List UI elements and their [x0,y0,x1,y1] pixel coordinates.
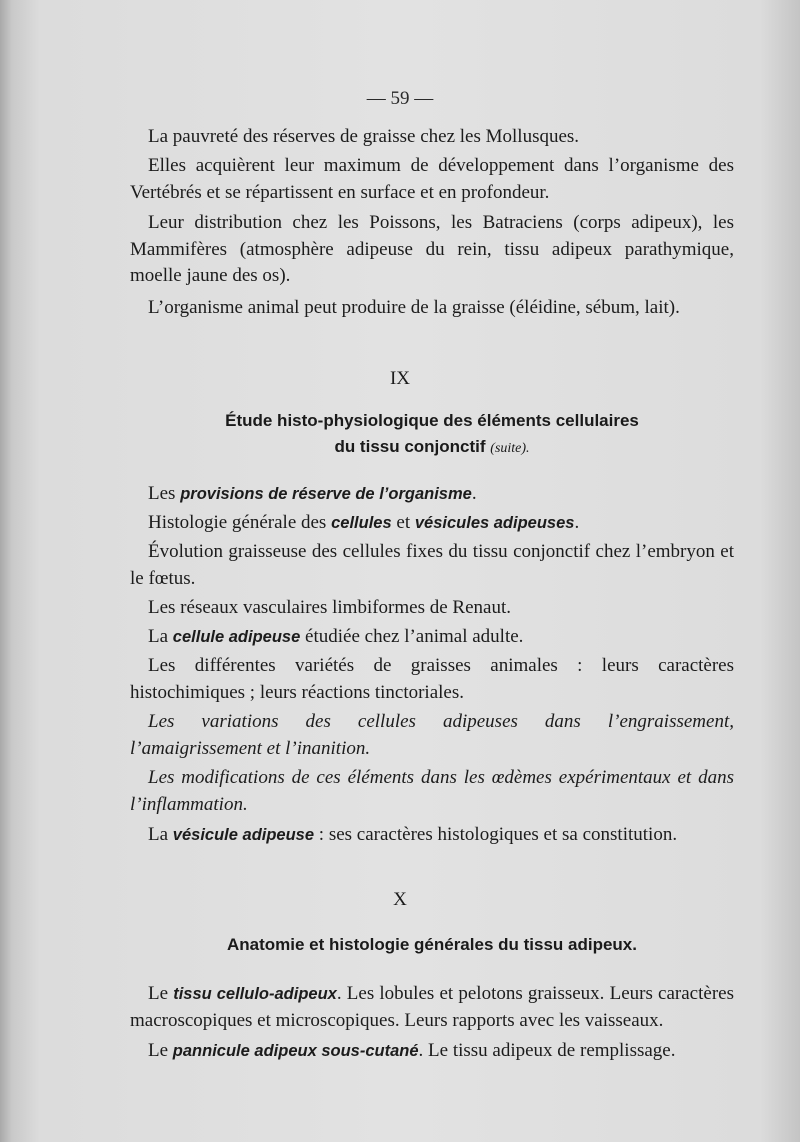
item-modifications: Les modifications de ces éléments dans les œdèmes expérimentaux et dans l’inflammation. [130,767,734,815]
item-tissu-cellulo-adipeux: Le tissu cellulo-adipeux. Les lobules et pelotons graisseux. Leurs caractères macroscopiques et microscopiques. Leurs rapports avec les vaisseaux. [130,983,734,1031]
item-histologie: Histologie générale des cellules et vésicules adipeuses. [148,512,580,533]
section-x-numeral: X [393,889,407,910]
paragraph-production: L’organisme animal peut produire de la graisse (éléidine, sébum, lait). [148,297,680,318]
page-number: — 59 — [366,88,434,109]
term-cellule-adipeuse: cellule adipeuse [172,628,301,646]
item-evolution: Évolution graisseuse des cellules fixes du tissu conjonctif chez l’embryon et le fœtus. [130,541,734,589]
paragraph-distribution: Leur distribution chez les Poissons, les Batraciens (corps adipeux), les Mammifères (atmosphère adipeuse du rein, tissu adipeux parathymique, moelle jaune des os). [130,212,734,286]
section-x-title: Anatomie et histologie générales du tissu adipeux. [227,935,637,954]
term-vesicules: vésicules adipeuses [414,514,575,532]
term-tissu-cellulo-adipeux: tissu cellulo-adipeux [173,985,337,1003]
item-vesicule: La vésicule adipeuse : ses caractères histologiques et sa constitution. [148,824,678,845]
item-cellule-adipeuse: La cellule adipeuse étudiée chez l’animal adulte. [148,626,524,647]
term-provisions: provisions de réserve de l’organisme [180,485,472,503]
paragraph-vertebres: Elles acquièrent leur maximum de développement dans l’organisme des Vertébrés et se répartissent en surface et en profondeur. [130,155,734,203]
item-reseaux: Les réseaux vasculaires limbiformes de Renaut. [148,597,511,618]
item-varietes: Les différentes variétés de graisses animales : leurs caractères histochimiques ; leurs réactions tinctoriales. [130,655,734,703]
paragraph-mollusques: La pauvreté des réserves de graisse chez les Mollusques. [148,126,580,147]
item-variations: Les variations des cellules adipeuses dans l’engraissement, l’amaigrissement et l’inanition. [130,711,734,759]
section-ix-numeral: IX [389,368,411,389]
item-provisions: Les provisions de réserve de l’organisme. [148,483,477,504]
section-ix-title-line1: Étude histo-physiologique des éléments cellulaires [225,411,639,430]
section-ix-title [130,408,734,462]
term-vesicule-adipeuse: vésicule adipeuse [172,826,315,844]
item-pannicule: Le pannicule adipeux sous-cutané. Le tissu adipeux de remplissage. [148,1040,676,1061]
term-pannicule: pannicule adipeux sous-cutané [172,1042,419,1060]
term-cellules: cellules [331,514,392,532]
section-ix-title-line2: du tissu conjonctif [334,437,486,456]
section-ix-title-suite: (suite). [490,441,530,456]
section-ix-title-line2-wrap [130,434,734,462]
